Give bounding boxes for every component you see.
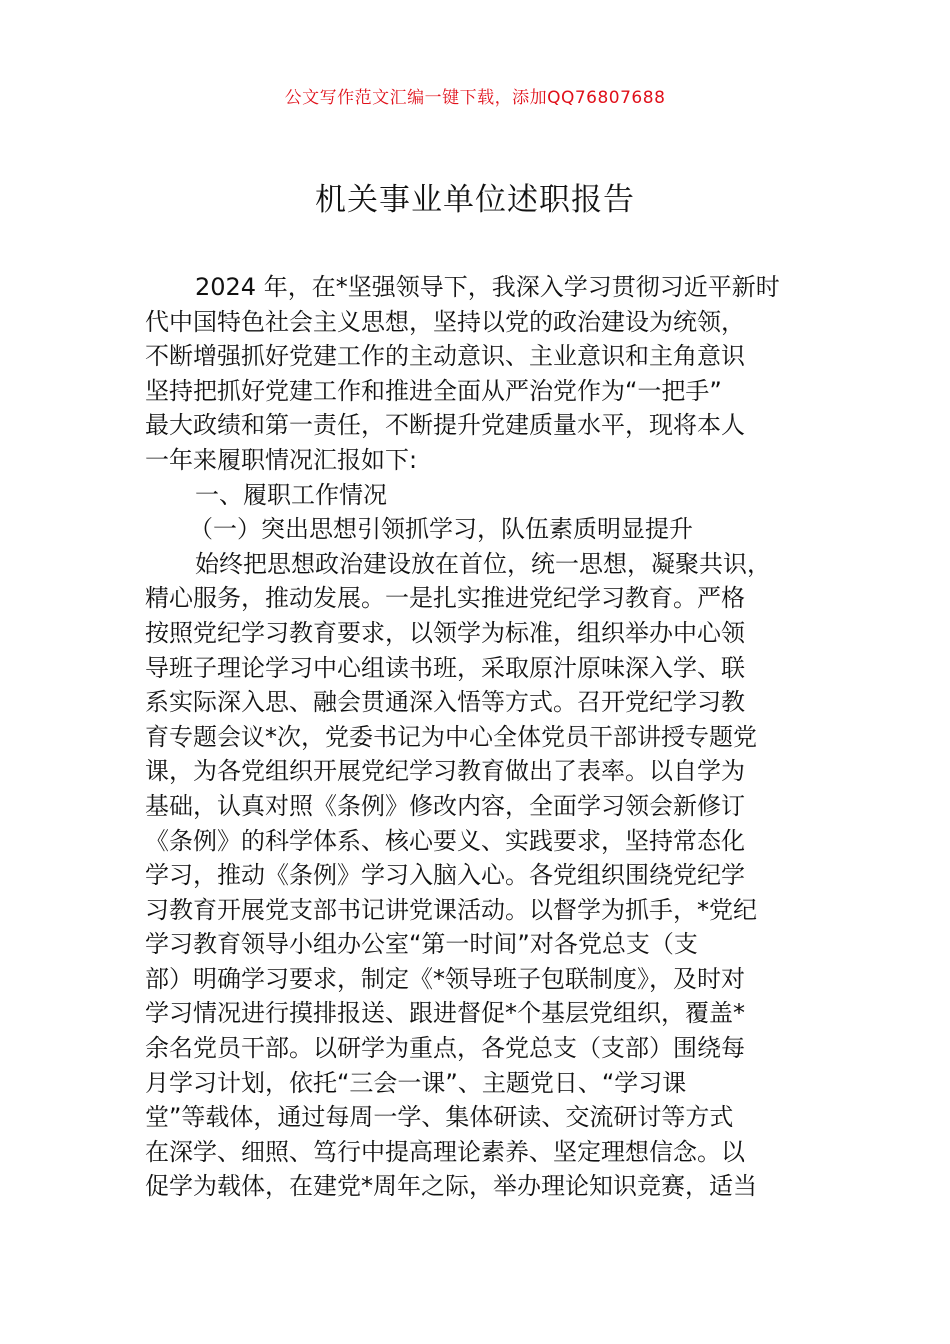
paragraph-body-line: 学习，推动《条例》学习入脑入心。各党组织围绕党纪学 xyxy=(145,861,745,890)
paragraph-intro-line: 一年来履职情况汇报如下: xyxy=(145,445,418,474)
paragraph-body-line: 基础，认真对照《条例》修改内容，全面学习领会新修订 xyxy=(145,791,745,820)
paragraph-body-line: 精心服务，推动发展。一是扎实推进党纪学习教育。严格 xyxy=(145,584,745,613)
paragraph-intro-line: 不断增强抓好党建工作的主动意识、主业意识和主角意识 xyxy=(145,342,745,371)
paragraph-intro-line: 2024 年，在*坚强领导下，我深入学习贯彻习近平新时 xyxy=(195,273,780,301)
paragraph-body-line: 促学为载体，在建党*周年之际，举办理论知识竞赛，适当 xyxy=(145,1172,757,1201)
section-heading: 一、履职工作情况 xyxy=(195,480,387,509)
report-body xyxy=(145,270,835,1204)
paragraph-body-line: 在深学、细照、笃行中提高理论素养、坚定理想信念。以 xyxy=(145,1137,745,1166)
paragraph-body-line: 习教育开展党支部书记讲党课活动。以督学为抓手，*党纪 xyxy=(145,895,757,924)
paragraph-body-line: 系实际深入思、融会贯通深入悟等方式。召开党纪学习教 xyxy=(145,688,745,717)
paragraph-body-line: 按照党纪学习教育要求，以领学为标准，组织举办中心领 xyxy=(145,618,745,647)
paragraph-intro-line: 最大政绩和第一责任，不断提升党建质量水平，现将本人 xyxy=(145,411,745,440)
paragraph-body-line: 育专题会议*次，党委书记为中心全体党员干部讲授专题党 xyxy=(145,722,757,751)
paragraph-body-line: 月学习计划，依托“三会一课”、主题党日、“学习课 xyxy=(145,1068,687,1097)
paragraph-body-line: 学习情况进行摸排报送、跟进督促*个基层党组织，覆盖* xyxy=(145,999,745,1028)
paragraph-body-line: 课，为各党组织开展党纪学习教育做出了表率。以自学为 xyxy=(145,757,745,786)
paragraph-intro-line: 坚持把抓好党建工作和推进全面从严治党作为“一把手” xyxy=(145,376,722,405)
paragraph-body-line: 部）明确学习要求，制定《*领导班子包联制度》，及时对 xyxy=(145,964,745,993)
paragraph-body-line: 始终把思想政治建设放在首位，统一思想，凝聚共识， xyxy=(195,549,771,578)
paragraph-body-line: 余名党员干部。以研学为重点，各党总支（支部）围绕每 xyxy=(145,1034,745,1063)
paragraph-body-line: 堂”等载体，通过每周一学、集体研读、交流研讨等方式 xyxy=(145,1103,734,1132)
paragraph-body-line: 《条例》的科学体系、核心要义、实践要求，坚持常态化 xyxy=(145,826,745,855)
paragraph-body-line: 学习教育领导小组办公室“第一时间”对各党总支（支 xyxy=(145,930,698,959)
header-note: 公文写作范文汇编一键下载，添加QQ76807688 xyxy=(284,88,666,108)
paragraph-body-line: 导班子理论学习中心组读书班，采取原汁原味深入学、联 xyxy=(145,653,745,682)
page-title: 机关事业单位述职报告 xyxy=(315,182,635,218)
subsection-heading: （一）突出思想引领抓学习，队伍素质明显提升 xyxy=(189,515,693,544)
paragraph-intro-line: 代中国特色社会主义思想，坚持以党的政治建设为统领， xyxy=(145,307,745,336)
